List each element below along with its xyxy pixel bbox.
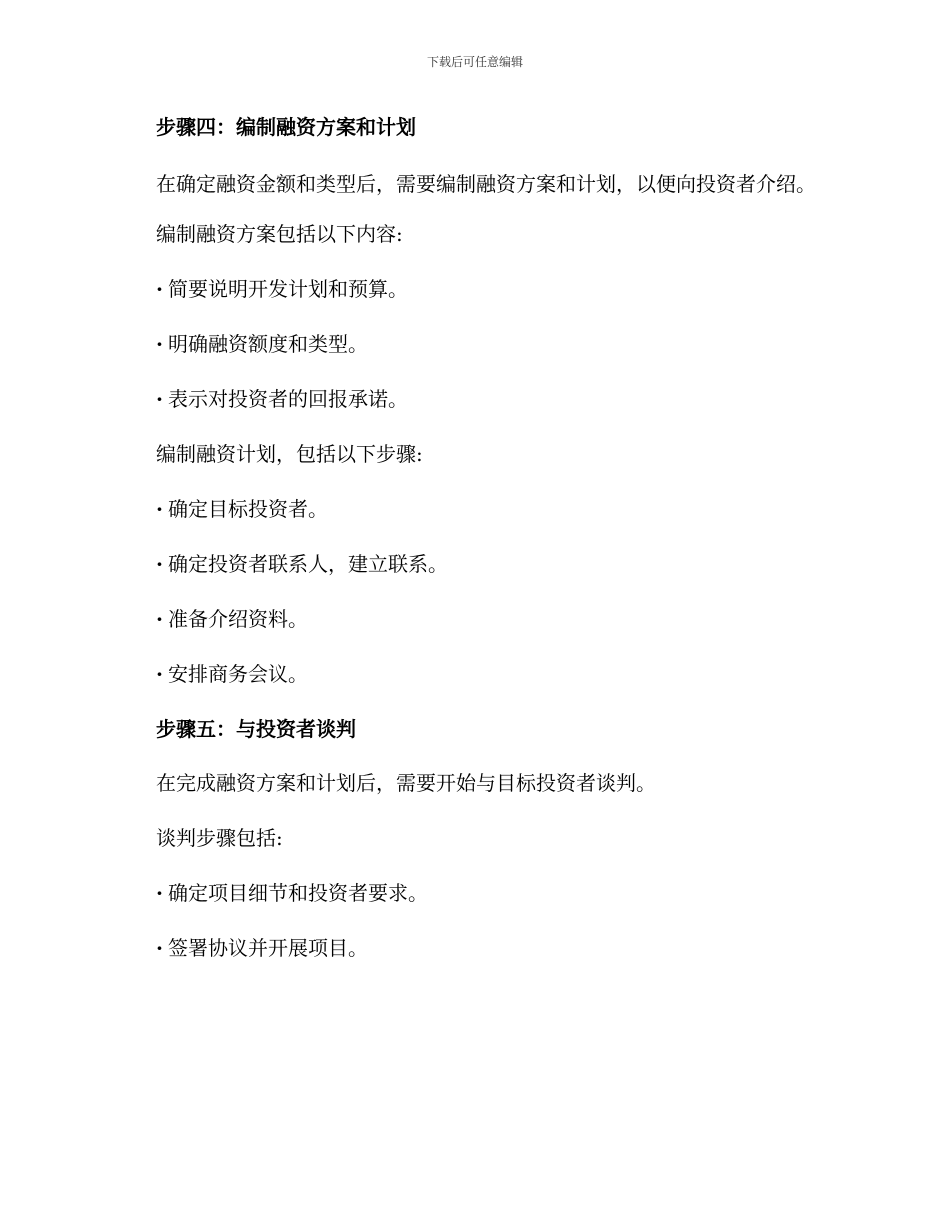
list-item-text: 明确融资额度和类型。 bbox=[168, 332, 368, 356]
bullet-icon: · bbox=[156, 936, 163, 960]
section-intro-step-4: 在确定融资金额和类型后，需要编制融资方案和计划，以便向投资者介绍。 bbox=[156, 172, 816, 196]
plan-label: 编制融资方案包括以下内容: bbox=[156, 222, 403, 246]
bullet-icon: · bbox=[156, 662, 163, 686]
bullet-icon: · bbox=[156, 387, 163, 411]
steps-label: 谈判步骤包括: bbox=[156, 826, 283, 850]
bullet-icon: · bbox=[156, 607, 163, 631]
list-item bbox=[113, 382, 833, 416]
list-item bbox=[113, 602, 833, 636]
list-item-text: 确定投资者联系人，建立联系。 bbox=[168, 552, 448, 576]
list-item-text: 签署协议并开展项目。 bbox=[168, 936, 368, 960]
list-item-text: 表示对投资者的回报承诺。 bbox=[168, 387, 408, 411]
bullet-icon: · bbox=[156, 332, 163, 356]
list-item bbox=[113, 657, 833, 691]
bullet-icon: · bbox=[156, 552, 163, 576]
list-item bbox=[113, 931, 833, 965]
list-item-text: 准备介绍资料。 bbox=[168, 607, 308, 631]
list-item bbox=[113, 547, 833, 581]
list-item-text: 确定项目细节和投资者要求。 bbox=[168, 881, 428, 905]
document-body bbox=[113, 110, 833, 986]
list-item bbox=[113, 327, 833, 361]
list-item-text: 简要说明开发计划和预算。 bbox=[168, 277, 408, 301]
list-item-text: 安排商务会议。 bbox=[168, 662, 308, 686]
page-header: 下载后可任意编辑 bbox=[426, 55, 523, 69]
list-item bbox=[113, 492, 833, 526]
section-heading-step-5: 步骤五：与投资者谈判 bbox=[156, 717, 356, 741]
bullet-icon: · bbox=[156, 497, 163, 521]
schedule-label: 编制融资计划，包括以下步骤: bbox=[156, 442, 423, 466]
list-item-text: 确定目标投资者。 bbox=[168, 497, 328, 521]
list-item bbox=[113, 272, 833, 306]
list-item bbox=[113, 876, 833, 910]
bullet-icon: · bbox=[156, 277, 163, 301]
section-heading-step-4: 步骤四：编制融资方案和计划 bbox=[156, 115, 416, 139]
section-intro-step-5: 在完成融资方案和计划后，需要开始与目标投资者谈判。 bbox=[156, 771, 656, 795]
bullet-icon: · bbox=[156, 881, 163, 905]
